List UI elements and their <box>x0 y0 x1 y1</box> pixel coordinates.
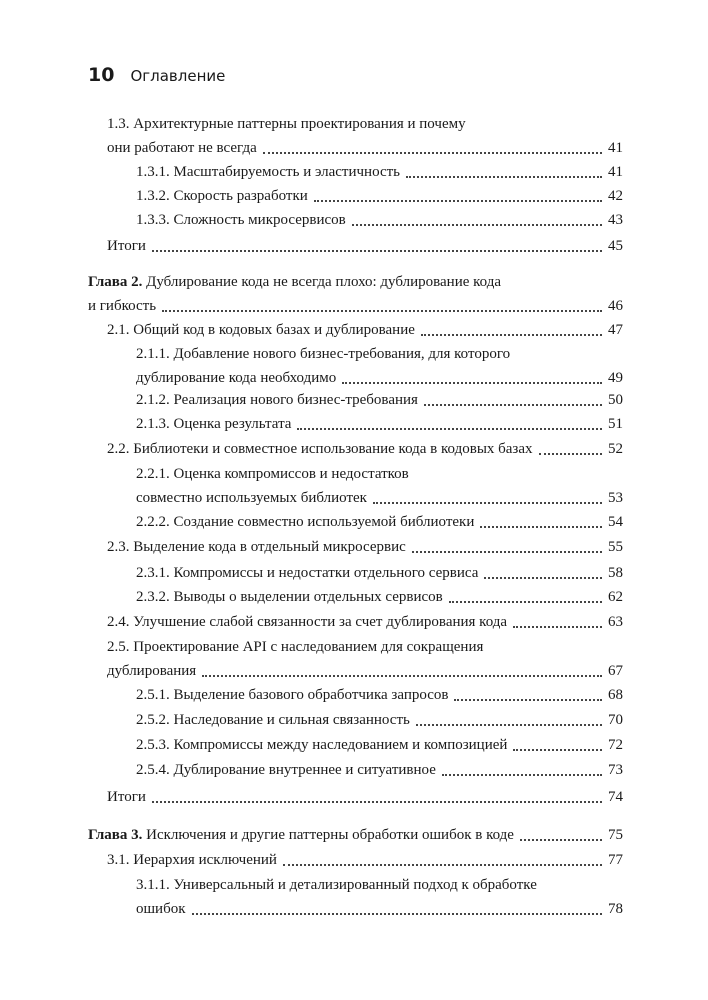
dot-leader <box>513 610 602 634</box>
toc-page-number: 42 <box>608 188 623 204</box>
dot-leader <box>424 388 602 412</box>
toc-entry-3-1-1[interactable] <box>136 873 623 921</box>
dot-leader <box>442 758 602 782</box>
toc-entry-title: совместно используемых библиотек <box>136 490 367 506</box>
toc-page-number: 62 <box>608 589 623 605</box>
toc-entry-title: 2.5.3. Компромиссы между наследованием и композицией <box>136 737 508 753</box>
dot-leader <box>416 708 602 732</box>
dot-leader <box>539 437 602 461</box>
toc-entry-title: 2.2. Библиотеки и совместное использование кода в кодовых базах <box>107 441 533 457</box>
toc-entry-title: 1.3.3. Сложность микросервисов <box>136 212 346 228</box>
toc-entry-2-2-1[interactable] <box>136 462 623 510</box>
toc-entry-title: 2.2.2. Создание совместно используемой библиотеки <box>136 514 475 530</box>
toc-entry-title: и гибкость <box>88 298 157 314</box>
toc-entry-title: 1.3.2. Скорость разработки <box>136 188 308 204</box>
toc-page-number: 68 <box>608 687 623 703</box>
toc-page-number: 55 <box>608 539 623 555</box>
toc-entry-2-3-1[interactable] <box>136 561 623 585</box>
toc-page-number: 75 <box>608 827 623 843</box>
toc-entry-1-3-3[interactable] <box>136 208 623 232</box>
toc-page-number: 77 <box>608 852 623 868</box>
dot-leader <box>152 785 602 809</box>
toc-entry-summary-2[interactable] <box>107 785 623 809</box>
toc-entry-2-1-1[interactable] <box>136 342 623 390</box>
toc-entry-2-3[interactable] <box>107 535 623 559</box>
dot-leader <box>520 823 602 847</box>
dot-leader <box>314 184 602 208</box>
toc-entry-title: 2.1.3. Оценка результата <box>136 416 292 432</box>
toc-entry-line1 <box>88 270 623 294</box>
toc-entry-title: 2.4. Улучшение слабой связанности за счет дублирования кода <box>107 614 508 630</box>
toc-entry-2-5-2[interactable] <box>136 708 623 732</box>
toc-entry-2-2[interactable] <box>107 437 623 461</box>
dot-leader <box>263 136 602 160</box>
toc-entry-2-5-4[interactable] <box>136 758 623 782</box>
chapter-title: Исключения и другие паттерны обработки ошибок в коде <box>142 827 514 843</box>
page-number: 10 <box>88 64 115 86</box>
dot-leader <box>406 160 602 184</box>
page-header <box>88 64 225 86</box>
toc-entry-line1: 2.2.1. Оценка компромиссов и недостатков <box>136 466 409 482</box>
toc-entry-title: Итоги <box>107 789 146 805</box>
toc-entry-title: 1.3.1. Масштабируемость и эластичность <box>136 164 401 180</box>
toc-page-number: 72 <box>608 737 623 753</box>
toc-page-number: 70 <box>608 712 623 728</box>
toc-entry-2-3-2[interactable] <box>136 585 623 609</box>
toc-entry-1-3-2[interactable] <box>136 184 623 208</box>
toc-entry-2-1-3[interactable] <box>136 412 623 436</box>
toc-entry-3-1[interactable] <box>107 848 623 872</box>
toc-entry-line1: 3.1.1. Универсальный и детализированный подход к обработке <box>136 877 537 893</box>
dot-leader <box>373 486 602 510</box>
toc-page-number: 58 <box>608 565 623 581</box>
toc-entry-title: 2.3.2. Выводы о выделении отдельных сервисов <box>136 589 443 605</box>
toc-page-number: 54 <box>608 514 623 530</box>
toc-page-number: 50 <box>608 392 623 408</box>
toc-entry-title: дублирования <box>107 663 197 679</box>
toc-page-number: 78 <box>608 901 623 917</box>
toc-entry-line1: 2.5. Проектирование API с наследованием для сокращения <box>107 639 484 655</box>
toc-entry-line1: 1.3. Архитектурные паттерны проектирования и почему <box>107 116 466 132</box>
dot-leader <box>283 848 602 872</box>
toc-page-number: 41 <box>608 140 623 156</box>
dot-leader <box>352 208 602 232</box>
toc-entry-1-3-1[interactable] <box>136 160 623 184</box>
chapter-title-line1: Дублирование кода не всегда плохо: дублирование кода <box>142 274 502 290</box>
toc-page-number: 45 <box>608 238 623 254</box>
toc-chapter-3[interactable] <box>88 823 623 847</box>
toc-entry-title: 2.5.1. Выделение базового обработчика запросов <box>136 687 449 703</box>
toc-entry-line1: 2.1.1. Добавление нового бизнес-требования, для которого <box>136 346 511 362</box>
toc-entry-1-3[interactable] <box>107 112 623 160</box>
toc-entry-title: дублирование кода необходимо <box>136 370 337 386</box>
toc-page-number: 52 <box>608 441 623 457</box>
dot-leader <box>152 234 602 258</box>
toc-entry-title: 2.1.2. Реализация нового бизнес-требования <box>136 392 418 408</box>
dot-leader <box>480 510 602 534</box>
toc-page-number: 73 <box>608 762 623 778</box>
toc-entry-title: 3.1. Иерархия исключений <box>107 852 277 868</box>
dot-leader <box>162 294 602 318</box>
toc-entry-2-4[interactable] <box>107 610 623 634</box>
toc-page-number: 51 <box>608 416 623 432</box>
toc-page-number: 63 <box>608 614 623 630</box>
dot-leader <box>342 366 602 390</box>
toc-entry-2-5[interactable] <box>107 635 623 683</box>
toc-page-number: 41 <box>608 164 623 180</box>
toc-entry-title: 2.3. Выделение кода в отдельный микросервис <box>107 539 406 555</box>
toc-page-number: 49 <box>608 370 623 386</box>
dot-leader <box>412 535 602 559</box>
toc-entry-2-1[interactable] <box>107 318 623 342</box>
toc-entry-title: ошибок <box>136 901 186 917</box>
toc-page-number: 47 <box>608 322 623 338</box>
toc-page-number: 67 <box>608 663 623 679</box>
chapter-label: Глава 2. <box>88 274 143 290</box>
toc-page-number: 46 <box>608 298 623 314</box>
dot-leader <box>297 412 602 436</box>
toc-entry-title: 2.3.1. Компромиссы и недостатки отдельного сервиса <box>136 565 479 581</box>
dot-leader <box>454 683 602 707</box>
toc-entry-summary-1[interactable] <box>107 234 623 258</box>
toc-entry-2-5-1[interactable] <box>136 683 623 707</box>
toc-page-number: 43 <box>608 212 623 228</box>
dot-leader <box>202 659 602 683</box>
toc-page-number: 74 <box>608 789 623 805</box>
toc-entry-2-2-2[interactable] <box>136 510 623 534</box>
toc-page-number: 53 <box>608 490 623 506</box>
toc-chapter-2[interactable] <box>88 270 623 318</box>
toc-entry-title: 2.5.4. Дублирование внутреннее и ситуативное <box>136 762 436 778</box>
dot-leader <box>484 561 602 585</box>
toc-entry-title: они работают не всегда <box>107 140 257 156</box>
toc-entry-2-1-2[interactable] <box>136 388 623 412</box>
toc-entry-2-5-3[interactable] <box>136 733 623 757</box>
toc-entry-title: 2.1. Общий код в кодовых базах и дублирование <box>107 322 415 338</box>
dot-leader <box>192 897 603 921</box>
toc-entry-title: Итоги <box>107 238 146 254</box>
dot-leader <box>513 733 602 757</box>
chapter-label: Глава 3. <box>88 827 143 843</box>
toc-entry-title: 2.5.2. Наследование и сильная связанность <box>136 712 410 728</box>
running-head: Оглавление <box>130 67 226 85</box>
toc-entry-title <box>88 823 514 847</box>
dot-leader <box>421 318 602 342</box>
dot-leader <box>449 585 602 609</box>
